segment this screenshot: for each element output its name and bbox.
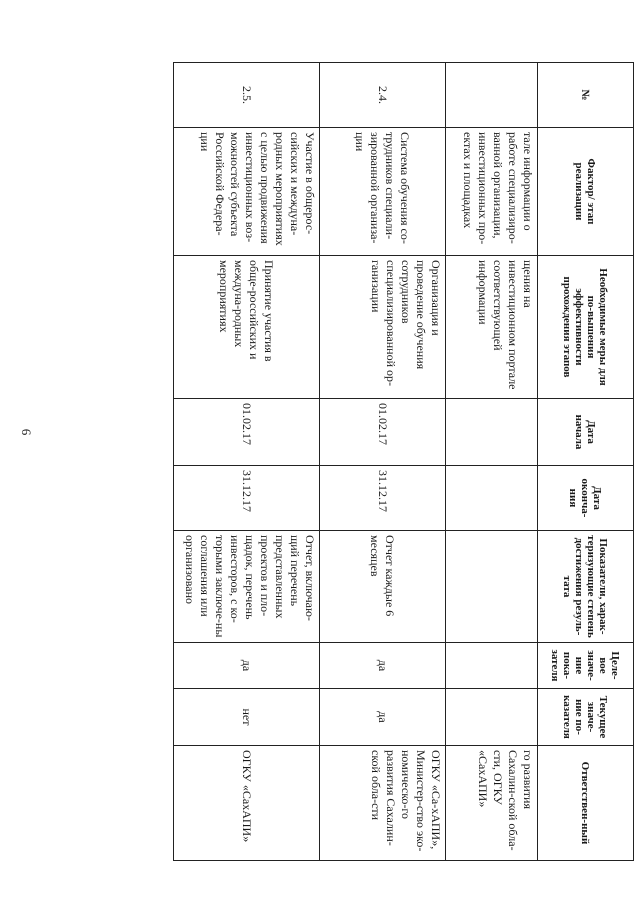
header-num: № xyxy=(538,63,634,128)
header-responsible: Ответствен-ный xyxy=(538,746,634,861)
cell-target-value xyxy=(446,643,538,689)
cell-measures: Принятие участия в обще-российских и междуна-родных мероприятиях xyxy=(174,256,320,399)
cell-responsible: го развития Сахалин-ской обла-сти, ОГКУ «СахАПИ» xyxy=(446,746,538,861)
cell-factor: Система обучения со-трудников специали-зированной организа-ции xyxy=(320,128,446,256)
header-target-value: Целе-вое значе-ние пока-зателя xyxy=(538,643,634,689)
cell-end-date xyxy=(446,466,538,531)
header-indicators: Показатели, харак-теризующие степень достижения резуль-тата xyxy=(538,531,634,643)
header-current-value: Текущее значе-ние по-казателя xyxy=(538,689,634,746)
table-row xyxy=(446,63,538,861)
cell-current-value: да xyxy=(320,689,446,746)
header-factor: Фактор/ этап реализации xyxy=(538,128,634,256)
cell-measures: Организация и проведение обучения сотрудников специализированной ор-ганизации xyxy=(320,256,446,399)
cell-start-date: 01.02.17 xyxy=(320,399,446,466)
cell-target-value: да xyxy=(320,643,446,689)
cell-target-value: да xyxy=(174,643,320,689)
cell-indicators xyxy=(446,531,538,643)
cell-factor: Участие в общерос-сийских и междуна-родных мероприятиях с целью продвижения инвестиционных воз-можностей субъекта Российской Федера-ции xyxy=(174,128,320,256)
header-end-date: Дата оконча-ния xyxy=(538,466,634,531)
cell-start-date xyxy=(446,399,538,466)
cell-num xyxy=(446,63,538,128)
measures-table xyxy=(173,62,634,861)
cell-factor: тале информации о работе специализиро-ванной организации, инвестиционных про-ектах и площадках xyxy=(446,128,538,256)
cell-current-value xyxy=(446,689,538,746)
cell-measures: щения на инвестиционном портале соответствующей информации xyxy=(446,256,538,399)
cell-indicators: Отчет, включаю-щий перечень представленных проектов и пло-щадок, перечень инвесторов, с ко-торыми заключе-ны соглашения или организовано xyxy=(174,531,320,643)
table-header-row xyxy=(538,63,634,861)
cell-responsible: ОГКУ «Са-хАПИ», Министер-ство эко-номическо-го развития Сахалин-ской обла-сти xyxy=(320,746,446,861)
cell-responsible: ОГКУ «СахАПИ» xyxy=(174,746,320,861)
cell-current-value: нет xyxy=(174,689,320,746)
table-row xyxy=(320,63,446,861)
header-start-date: Дата начала xyxy=(538,399,634,466)
cell-num: 2.5. xyxy=(174,63,320,128)
cell-num: 2.4. xyxy=(320,63,446,128)
cell-start-date: 01.02.17 xyxy=(174,399,320,466)
table-row xyxy=(174,63,320,861)
cell-indicators: Отчет каждые 6 месяцев xyxy=(320,531,446,643)
rotated-table-container xyxy=(174,62,634,860)
page-number: 6 xyxy=(19,428,34,436)
header-measures: Необходимые меры для по-вышения эффективности прохождения этапов xyxy=(538,256,634,399)
cell-end-date: 31.12.17 xyxy=(320,466,446,531)
cell-end-date: 31.12.17 xyxy=(174,466,320,531)
